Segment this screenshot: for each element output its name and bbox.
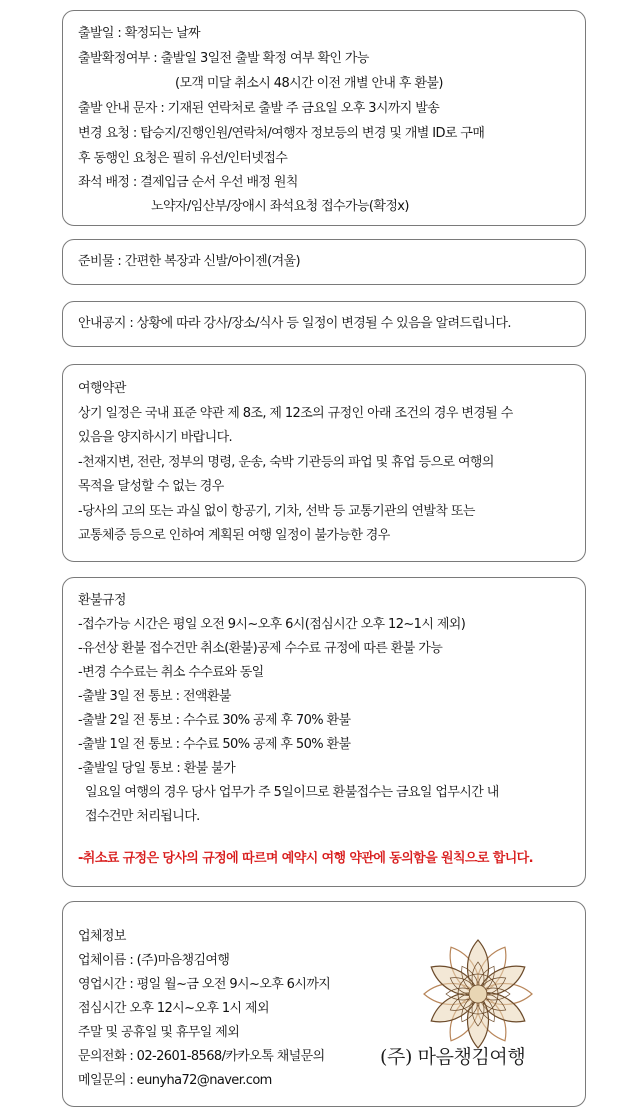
terms-title: 여행약관 [78, 381, 126, 396]
refund-line: -출발 3일 전 통보 : 전액환불 [78, 689, 231, 704]
schedule-change-notice: 안내공지 : 상황에 따라 강사/장소/식사 등 일정이 변경될 수 있음을 알려드립니다. [78, 316, 511, 331]
terms-line: 목적을 달성할 수 없는 경우 [78, 479, 224, 494]
refund-line: 접수건만 처리됩니다. [85, 809, 200, 824]
business-hours: 영업시간 : 평일 월~금 오전 9시~오후 6시까지 [78, 977, 331, 992]
lunch-hours: 점심시간 오후 12시~오후 1시 제외 [78, 1001, 269, 1016]
terms-line: 있음을 양지하시기 바랍니다. [78, 430, 233, 445]
departure-sms-notice: 출발 안내 문자 : 기재된 연락처로 출발 주 금요일 오후 3시까지 발송 [78, 101, 440, 116]
departure-date: 출발일 : 확정되는 날짜 [78, 26, 200, 41]
refund-title: 환불규정 [78, 593, 126, 608]
refund-line: -변경 수수료는 취소 수수료와 동일 [78, 665, 264, 680]
contact-email: 메일문의 : eunyha72@naver.com [78, 1073, 272, 1088]
mandala-flower-icon [418, 934, 538, 1054]
refund-line: -출발 1일 전 통보 : 수수료 50% 공제 후 50% 환불 [78, 737, 351, 752]
refund-line: -출발일 당일 통보 : 환불 불가 [78, 761, 236, 776]
terms-line: -천재지변, 전란, 정부의 명령, 운송, 숙박 기관등의 파업 및 휴업 등으로 여행의 [78, 455, 494, 470]
closed-days: 주말 및 공휴일 및 휴무일 제외 [78, 1025, 240, 1040]
terms-line: -당사의 고의 또는 과실 없이 항공기, 기차, 선박 등 교통기관의 연발착 또는 [78, 504, 475, 519]
refund-line: -출발 2일 전 통보 : 수수료 30% 공제 후 70% 환불 [78, 713, 351, 728]
refund-line: -접수가능 시간은 평일 오전 9시~오후 6시(점심시간 오후 12~1시 제외) [78, 617, 466, 632]
refund-line: 일요일 여행의 경우 당사 업무가 주 5일이므로 환불접수는 금요일 업무시간 내 [85, 785, 499, 800]
company-logo-text: (주) 마음챙김여행 [380, 1046, 526, 1068]
preparation-box [62, 239, 586, 285]
seat-assignment: 좌석 배정 : 결제입금 순서 우선 배정 원칙 [78, 175, 298, 190]
terms-line: 교통체증 등으로 인하여 계획된 여행 일정이 불가능한 경우 [78, 528, 390, 543]
company-name: 업체이름 : (주)마음챙김여행 [78, 953, 230, 968]
contact-phone: 문의전화 : 02-2601-8568/카카오톡 채널문의 [78, 1049, 325, 1064]
terms-line: 상기 일정은 국내 표준 약관 제 8조, 제 12조의 규정인 아래 조건의 경우 변경될 수 [78, 406, 513, 421]
departure-info-box [62, 10, 586, 226]
preparation-items: 준비물 : 간편한 복장과 신발/아이젠(겨울) [78, 254, 300, 269]
change-request-cont: 후 동행인 요청은 필히 유선/인터넷접수 [78, 151, 288, 166]
refund-policy-box [62, 577, 586, 887]
refund-warning: -취소료 규정은 당사의 규정에 따르며 예약시 여행 약관에 동의함을 원칙으로 합니다. [78, 851, 533, 866]
refund-line: -유선상 환불 접수건만 취소(환불)공제 수수료 규정에 따른 환불 가능 [78, 641, 443, 656]
departure-confirmation-note: (모객 미달 취소시 48시간 이전 개별 안내 후 환불) [175, 76, 443, 91]
seat-assignment-note: 노약자/임산부/장애시 좌석요청 접수가능(확정x) [151, 199, 409, 214]
departure-confirmation: 출발확정여부 : 출발일 3일전 출발 확정 여부 확인 가능 [78, 51, 369, 66]
company-title: 업체정보 [78, 929, 126, 944]
travel-terms-box [62, 364, 586, 562]
change-request: 변경 요청 : 탑승지/진행인원/연락처/여행자 정보등의 변경 및 개별 ID로 구매 [78, 126, 485, 141]
notice-box [62, 301, 586, 347]
